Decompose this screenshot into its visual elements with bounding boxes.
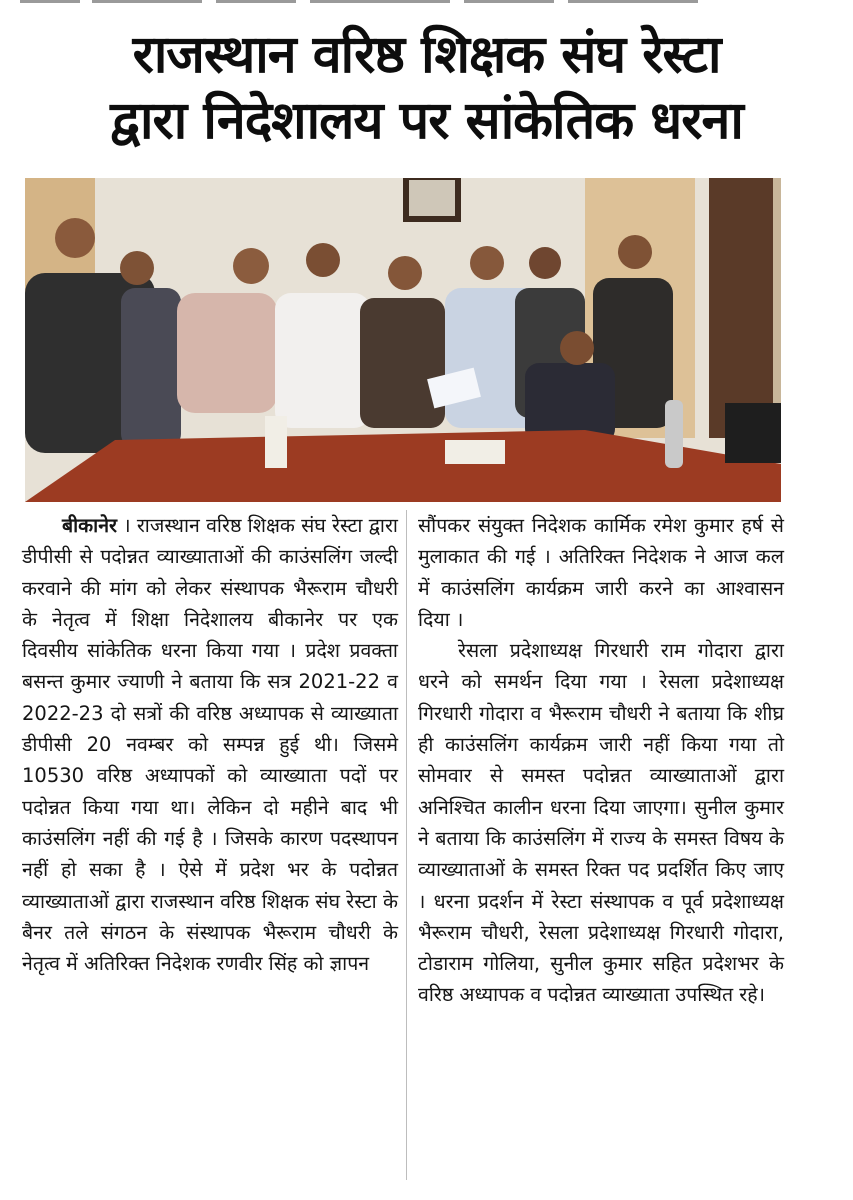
article-paragraph-1 [22,510,398,979]
column-divider [406,510,407,1180]
article-paragraph-2: सौंपकर संयुक्त निदेशक कार्मिक रमेश कुमार हर्ष से मुलाकात की गई । अतिरिक्त निदेशक ने आज कल में काउंसलिंग कार्यक्रम जारी करने का आश्वासन दिया । [418,514,784,631]
cropped-previous-text [20,0,740,8]
cropped-next-text [40,1192,800,1200]
headline-line-1: राजस्थान वरिष्ठ शिक्षक संघ रेस्टा [132,25,721,85]
cropped-text-fragment [20,0,740,5]
photo-illustration [25,178,781,502]
article-text-left: । राजस्थान वरिष्ठ शिक्षक संघ रेस्टा द्वारा डीपीसी से पदोन्नत व्याख्याताओं की काउंसलिंग जल्दी करवाने की मांग को लेकर संस्थापक भैरूराम चौधरी के नेतृत्व में शिक्षा निदेशालय बीकानेर पर एक दिवसीय सांकेतिक धरना किया गया । प्रदेश प्रवक्ता बसन्त कुमार ज्याणी ने बताया कि सत्र 2021-22 व 2022-23 दो सत्रों की वरिष्ठ अध्यापक से व्याख्याता डीपीसी 20 नवम्बर को सम्पन्न हुई थी। जिसमे 10530 वरिष्ठ अध्यापकों को व्याख्याता पदों पर पदोन्नत किया गया था। लेकिन दो महीने बाद भी काउंसलिंग नहीं की गई है । जिसके कारण पदस्थापन नहीं हो सका है । ऐसे में प्रदेश भर के पदोन्नत व्याख्याताओं द्वारा राजस्थान वरिष्ठ शिक्षक संघ रेस्टा के बैनर तले संगठन के संस्थापक भैरूराम चौधरी के नेतृत्व में अतिरिक्त निदेशक रणवीर सिंह को ज्ञापन [22,514,398,976]
photo-door [709,178,781,438]
headline [0,22,853,154]
article-column-right [418,510,784,1011]
news-photo [25,178,781,502]
cropped-text-fragment-bottom [40,1196,800,1200]
article-column-left [22,510,398,979]
article-paragraph-3: रेसला प्रदेशाध्यक्ष गिरधारी राम गोदारा द्वारा धरने को समर्थन दिया गया । रेसला प्रदेशाध्यक्ष गिरधारी गोदारा व भैरूराम चौधरी ने बताया कि शीघ्र ही काउंसलिंग कार्यक्रम जारी नहीं किया गया तो सोमवार से समस्त पदोन्नत व्याख्याताओं द्वारा अनिश्चित कालीन धरना दिया जाएगा। सुनील कुमार ने बताया कि काउंसलिंग में राज्य के समस्त विषय के व्याख्याताओं के समस्त रिक्त पद प्रदर्शित किए जाए । धरना प्रदर्शन में रेस्टा संस्थापक व पूर्व प्रदेशाध्यक्ष भैरूराम चौधरी, रेसला प्रदेशाध्यक्ष गिरधारी गोदारा, टोडाराम गोलिया, सुनील कुमार सहित प्रदेशभर के वरिष्ठ अध्यापक व पदोन्नत व्याख्याता उपस्थित रहे। [418,639,784,1007]
dateline: बीकानेर [62,514,118,537]
headline-line-2: द्वारा निदेशालय पर सांकेतिक धरना [110,91,743,151]
